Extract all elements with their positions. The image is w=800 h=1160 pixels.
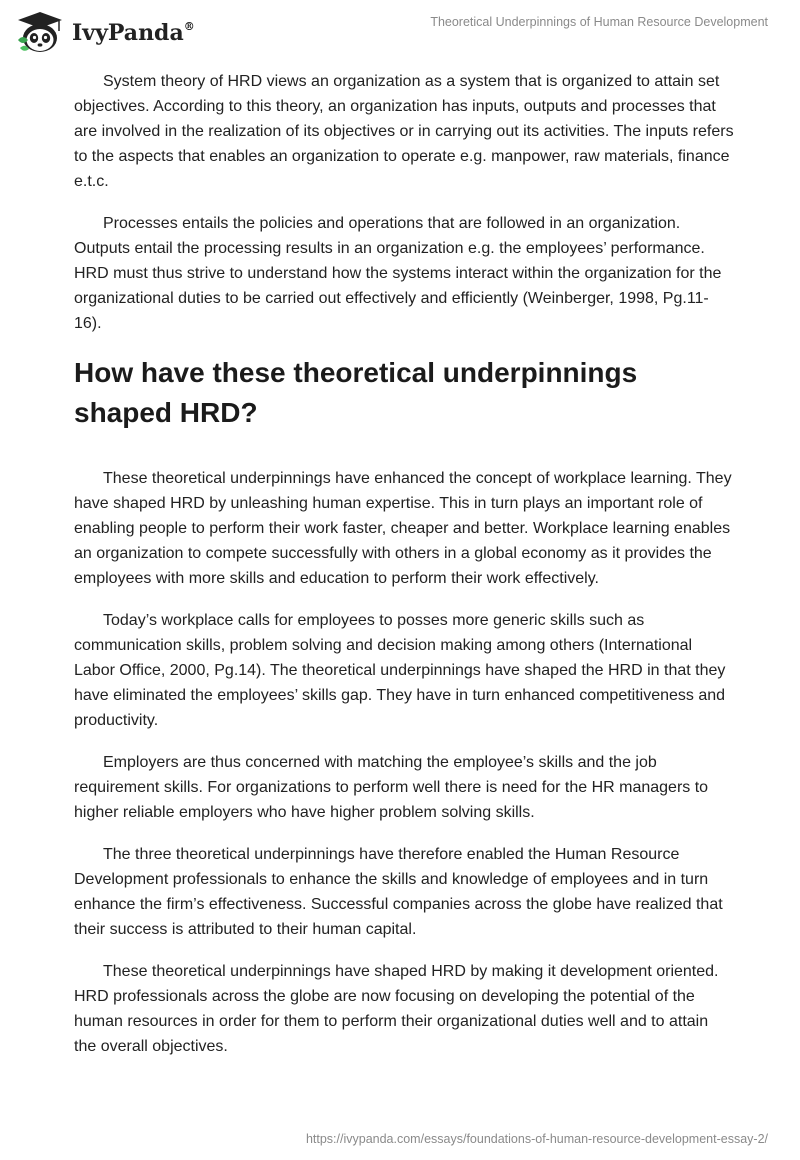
page-header (0, 0, 800, 62)
panda-logo-icon (14, 10, 66, 54)
footer-url-link[interactable]: https://ivypanda.com/essays/foundations-of-human-resource-development-essay-2/ (305, 1132, 768, 1146)
essay-content (74, 69, 734, 1076)
paragraph: The three theoretical underpinnings have therefore enabled the Human Resource Development professionals to enhance the skills and knowledge of employees and in turn enhance the firm’s effectiveness. Successful companies across the globe have realized that their success is attributed to their human capital. (74, 846, 723, 938)
section-heading: How have these theoretical underpinnings shaped HRD? (74, 357, 638, 428)
logo-wordmark (72, 20, 195, 46)
ivypanda-logo[interactable] (14, 10, 195, 54)
paragraph: Today’s workplace calls for employees to posses more generic skills such as communication skills, problem solving and decision making among others (International Labor Office, 2000, Pg.14). The theoretical underpinnings have shaped the HRD in that they have eliminated the employees’ skills gap. They have in turn enhanced competitiveness and productivity. (74, 612, 726, 729)
logo-text: IvyPanda (72, 20, 184, 46)
paragraph: These theoretical underpinnings have enhanced the concept of workplace learning. They have shaped HRD by unleashing human expertise. This in turn plays an important role of enabling people to perform their work faster, cheaper and better. Workplace learning enables an organization to compete successfully with others in a global economy as it provides the employees with more skills and education to perform their work effectively. (74, 470, 732, 587)
registered-mark: ® (183, 19, 195, 33)
paragraph: Employers are thus concerned with matching the employee’s skills and the job requirement skills. For organizations to perform well there is need for the HR managers to higher reliable employers who have higher problem solving skills. (74, 754, 709, 821)
document-title: Theoretical Underpinnings of Human Resource Development (430, 15, 768, 29)
paragraph: Processes entails the policies and operations that are followed in an organization. Outputs entail the processing results in an organization e.g. the employees’ performance. HRD must thus strive to understand how the systems interact within the organization for the organizational duties to be carried out effectively and efficiently (Weinberger, 1998, Pg.11-16). (74, 215, 722, 332)
paragraph: These theoretical underpinnings have shaped HRD by making it development oriented. HRD professionals across the globe are now focusing on developing the potential of the human resources in order for them to perform their organizational duties well and to attain the overall objectives. (74, 963, 719, 1055)
paragraph: System theory of HRD views an organization as a system that is organized to attain set objectives. According to this theory, an organization has inputs, outputs and processes that are involved in the realization of its objectives or in carrying out its activities. The inputs refers to the aspects that enables an organization to operate e.g. manpower, raw materials, finance e.t.c. (74, 73, 734, 190)
